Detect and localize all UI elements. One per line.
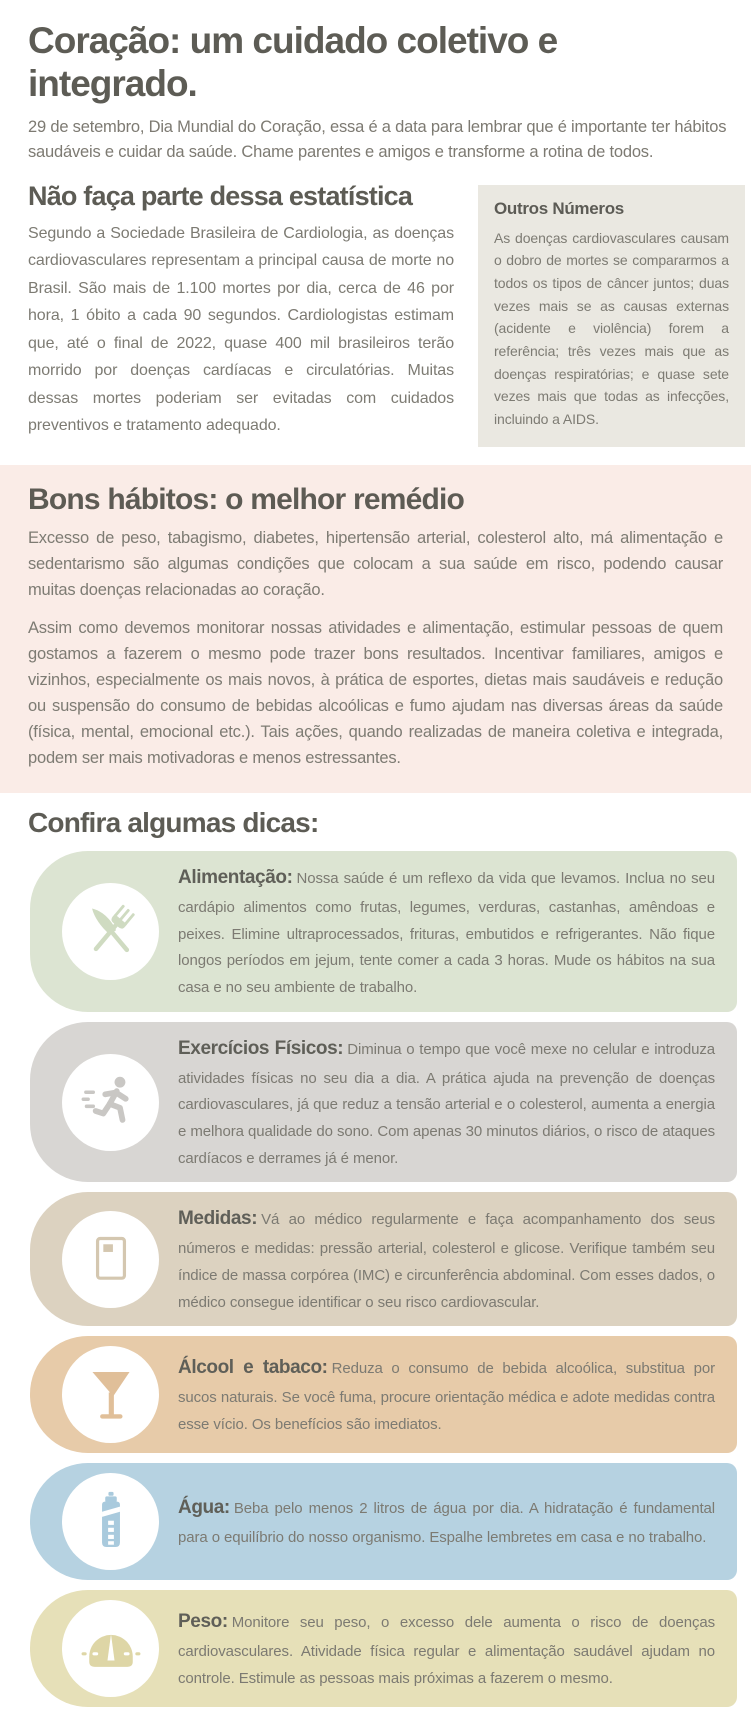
tip-label: Medidas: bbox=[178, 1208, 258, 1230]
tip-text bbox=[178, 1202, 721, 1316]
tip-body: Monitore seu peso, o excesso dele aumenta o risco de doenças cardiovasculares. Atividade física regular e alimentação saudável ajudam no controle. Estimule as pessoas mais próximas a fazerem o mesmo. bbox=[178, 1614, 715, 1687]
tips-heading: Confira algumas dicas: bbox=[28, 807, 319, 839]
habits-paragraph-2: Assim como devemos monitorar nossas atividades e alimentação, estimular pessoas de quem gostamos a fazerem o mesmo pode trazer bons resultados. Incentivar familiares, amigos e vizinhos, especialmente os mais novos, à prática de esportes, dietas mais saudáveis e redução ou suspensão do consumo de bebidas alcoólicas e fumo ajudam nas diversas áreas da saúde (física, mental, emocional etc.). Tais ações, quando realizadas de maneira coletiva e integrada, podem ser mais motivadoras e menos estressantes. bbox=[28, 618, 723, 768]
tip-body: Reduza o consumo de bebida alcoólica, substitua por sucos naturais. Se você fuma, procure orientação médica e adote medidas contra esse vício. Os benefícios são imediatos. bbox=[178, 1360, 715, 1433]
tip-card-exercicios bbox=[30, 1022, 737, 1183]
statistics-column bbox=[28, 181, 454, 440]
page-subtitle: 29 de setembro, Dia Mundial do Coração, essa é a data para lembrar que é importante ter hábitos saudáveis e cuidar da saúde. Chame parentes e amigos e transforme a rotina de todos. bbox=[28, 118, 727, 161]
scale-icon bbox=[62, 1211, 159, 1308]
tip-text bbox=[178, 1491, 721, 1552]
gauge-icon bbox=[62, 1600, 159, 1697]
tip-label: Peso: bbox=[178, 1611, 228, 1633]
martini-glass-icon bbox=[62, 1346, 159, 1443]
statistics-section bbox=[0, 165, 751, 461]
tip-label: Álcool e tabaco: bbox=[178, 1357, 328, 1379]
tips-section bbox=[0, 793, 751, 1735]
tip-text bbox=[178, 1605, 721, 1692]
habits-paragraph-1: Excesso de peso, tabagismo, diabetes, hipertensão arterial, colesterol alto, má alimentação e sedentarismo são algumas condições que colocam a sua saúde em risco, podendo causar muitas doenças relacionadas ao coração. bbox=[28, 528, 723, 599]
tip-card-alcool-tabaco bbox=[30, 1336, 737, 1453]
tip-card-alimentacao bbox=[30, 851, 737, 1012]
tip-card-medidas bbox=[30, 1192, 737, 1326]
statistics-heading: Não faça parte dessa estatística bbox=[28, 180, 413, 211]
habits-heading: Bons hábitos: o melhor remédio bbox=[28, 482, 465, 516]
page-title: Coração: um cuidado coletivo e integrado. bbox=[28, 20, 558, 104]
tip-body: Beba pelo menos 2 litros de água por dia. A hidratação é fundamental para o equilíbrio do nosso organismo. Espalhe lembretes em casa e no trabalho. bbox=[178, 1500, 715, 1547]
other-numbers-heading: Outros Números bbox=[494, 198, 624, 218]
tip-text bbox=[178, 861, 721, 1002]
tip-label: Alimentação: bbox=[178, 867, 293, 889]
other-numbers-box bbox=[478, 185, 745, 447]
tip-label: Exercícios Físicos: bbox=[178, 1037, 344, 1059]
tip-body: Nossa saúde é um reflexo da vida que levamos. Inclua no seu cardápio alimentos como frutas, legumes, verduras, castanhas, amêndoas e peixes. Elimine ultraprocessados, frituras, embutidos e refrigerantes. Não fique longos períodos em jejum, tente comer a cada 3 horas. Mude os hábitos na sua casa e no seu ambiente de trabalho. bbox=[178, 870, 715, 997]
header bbox=[0, 20, 751, 165]
tip-card-peso bbox=[30, 1590, 737, 1707]
tip-text bbox=[178, 1032, 721, 1173]
other-numbers-body: As doenças cardiovasculares causam o dobro de mortes se compararmos a todos os tipos de câncer juntos; duas vezes mais se as causas externas (acidente e violência) forem a referência; três vezes mais que as doenças respiratórias; e quase sete vezes mais que todas as infecções, incluindo a AIDS. bbox=[494, 229, 729, 427]
tip-card-agua bbox=[30, 1463, 737, 1580]
habits-section bbox=[0, 465, 751, 794]
tip-body: Diminua o tempo que você mexe no celular e introduza atividades físicas no seu dia a dia. A prática ajuda na prevenção de doenças cardiovasculares, já que reduz a tensão arterial e o colesterol, aumenta a energia e melhora qualidade do sono. Com apenas 30 minutos diários, o risco de ataques cardíacos e derrames já é menor. bbox=[178, 1040, 716, 1167]
tip-label: Água: bbox=[178, 1497, 230, 1519]
water-bottle-icon bbox=[62, 1473, 159, 1570]
cutlery-icon bbox=[62, 883, 159, 980]
tip-text bbox=[178, 1351, 721, 1438]
runner-icon bbox=[62, 1054, 159, 1151]
tip-body: Vá ao médico regularmente e faça acompanhamento dos seus números e medidas: pressão arterial, colesterol e glicose. Verifique também seu índice de massa corpórea (IMC) e circunferência abdominal. Com esses dados, o médico consegue identificar o seu risco cardiovascular. bbox=[178, 1211, 715, 1311]
statistics-body: Segundo a Sociedade Brasileira de Cardiologia, as doenças cardiovasculares representam a principal causa de morte no Brasil. São mais de 1.100 mortes por dia, cerca de 46 por hora, 1 óbito a cada 90 segundos. Cardiologistas estimam que, até o final de 2022, quase 400 mil brasileiros terão morrido por doenças cardíacas e circulatórias. Muitas dessas mortes poderiam ser evitadas com cuidados preventivos e tratamento adequado. bbox=[28, 224, 454, 435]
